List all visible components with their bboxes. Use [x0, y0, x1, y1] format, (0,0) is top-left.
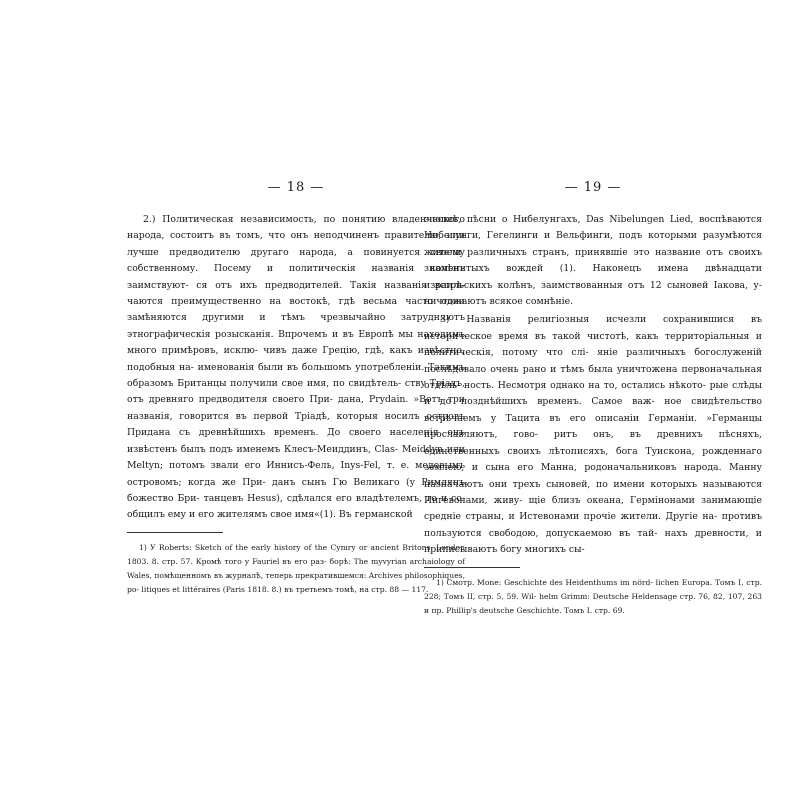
footnote: 1) Смотр. Mone: Geschichte des Heidenthums im nörd- lichen Europa. Томъ I, стр. 228; Томъ II, стр. 5, 59. Wil- helm Grimm: Deutsche Heldensage стр. 76, 82, 107, 263 и пр. Phillip's deutsche Geschichte. Томъ I. стр. 69. — [424, 577, 762, 615]
paragraph: эпопеѣ, пѣсни о Нибелунгахъ, Das Nibelungen Lied, воспѣваются Нибелунги, Гегелинги и Вельфинги, подъ которыми разумѣются жители различныхъ странъ, принявшіе это название отъ своихъ знаменитыхъ вождей (1). Наконецъ имена двѣнадцати израильскихъ колѣнъ, заимствованныя отъ 12 сыновей Іакова, у- ничтожаютъ всякое сомнѣніе. — [424, 214, 762, 308]
page-number: — 19 — — [564, 180, 622, 195]
paragraph: 2.) Политическая независимость, по понятию владенческого народа, состоитъ въ томъ, что онъ неподчиненъ правителю, или лучше предводителю другаго народа, а повинуется своему собственному. Посему и политическія названія колѣнъ заимствуют- ся отъ ихъ предводителей. Такія названія встрѣ- чаются преимущественно на востокѣ, гдѣ весьма часто одни замѣняются другими и тѣмъ чрезвычайно затрудняютъ этнографическія розысканія. Впрочемъ и въ Европѣ мы находимъ много примѣровъ, исклю- чивъ даже Грецію, гдѣ, какъ извѣстно, подобныя на- именованія были въ большомъ употребленіи. Такимъ образомъ Британцы получили свое имя, по свидѣтель- ству Тріадъ, отъ древняго предводителя своего При- дана, Prydain. »Вотъ три названія, говорится въ первой Тріадѣ, которыя носилъ островъ Придана съ древнѣйшихъ временъ. До своего населенія онъ извѣстенъ былъ подъ именемъ Клесъ-Меиддинъ, Clas- Meiddyn или Meltyn; потомъ звали его Иннисъ-Фель, Inys-Fel, т. е. медовымъ островомъ; когда же При- данъ сынъ Гю Великаго (у Римлянъ божество Бри- танцевъ Hesus), сдѣлался его владѣтелемъ, то и со- общилъ ему и его жителямъ свое имя«(1). Въ германской — [127, 214, 465, 521]
left-page — [127, 180, 465, 598]
footnote: 1) У Roberts: Sketch of the early history of the Cymry or ancient Britons. London 1803. 8. стр. 57. Кромѣ того у Fauriel въ его раз- борѣ: The myvyrian archaiology of Wales, помѣщенномъ въ журналѣ, теперь прекратившемся: Archives philosophiques, po- litiques et littéraires (Paris 1818. 8.) въ третьемъ томѣ, на стр. 88 — 117. — [127, 542, 465, 595]
footnote-rule — [424, 567, 520, 568]
footnotes — [127, 541, 465, 598]
page-body — [424, 212, 762, 559]
footnote-rule — [127, 532, 223, 533]
right-page — [424, 180, 762, 618]
page-body — [127, 212, 465, 524]
paragraph: 3) Названія религіозныя исчезли сохранившися въ историческое время въ такой чистотѣ, какъ территоріальныя и политическія, потому что слі- яніе различныхъ богослуженій послѣдовало очень рано и тѣмъ была уничтожена первоначальная отдѣль- ность. Несмотря однако на то, остались нѣкото- рые слѣды и до позднѣйшихъ временъ. Самое важ- ное свидѣтельство встрѣчаемъ у Тацита въ его описаніи Германіи. »Германцы прославляютъ, гово- ритъ онъ, въ древнихъ пѣсняхъ, единственныхъ своихъ лѣтописяхъ, бога Туискона, рожденнаго землею, и сына его Манна, родоначальниковъ народа. Манну назначаютъ они трехъ сыновей, по имени которыхъ называются Ингевонами, живу- щіе близъ океана, Гермінонами занимающіе средніе страны, и Истевонами прочіе жители. Другіе на- противъ пользуются свободою, допускаемою въ тай- нахъ древности, и приписываютъ богу многихъ сы- — [424, 314, 762, 556]
page-number: — 18 — — [267, 180, 325, 195]
footnotes — [424, 576, 762, 619]
